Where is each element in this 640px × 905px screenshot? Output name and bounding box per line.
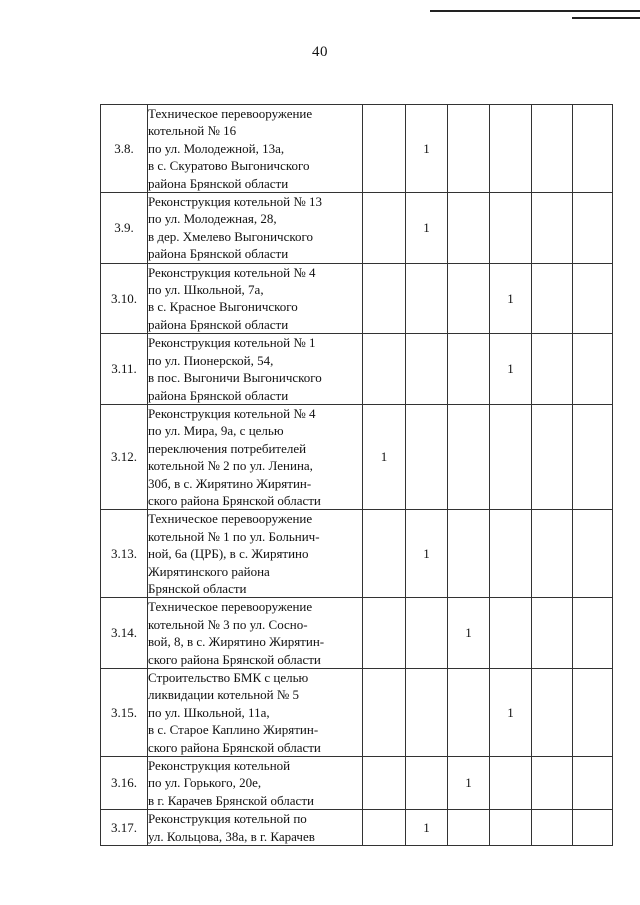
year-mark-cell — [406, 757, 448, 810]
description-line: ул. Кольцова, 38а, в г. Карачев — [148, 828, 315, 844]
row-number: 3.15. — [101, 669, 148, 757]
description-line: района Брянской области — [148, 175, 289, 191]
row-number: 3.14. — [101, 598, 148, 669]
year-mark-cell — [573, 105, 613, 193]
table-row — [101, 404, 613, 509]
year-mark-cell — [573, 510, 613, 598]
year-mark-cell — [490, 193, 532, 264]
year-mark-cell — [406, 263, 448, 334]
year-mark-cell — [573, 193, 613, 264]
description-line: по ул. Школьной, 7а, — [148, 282, 264, 298]
year-mark-cell — [532, 334, 573, 405]
description-line: котельной № 2 по ул. Ленина, — [148, 458, 313, 474]
description-line: района Брянской области — [148, 316, 289, 332]
year-mark-cell: 1 — [363, 404, 406, 509]
year-mark-cell: 1 — [406, 510, 448, 598]
description-line: Реконструкция котельной № 4 — [148, 405, 316, 421]
year-mark-cell: 1 — [490, 334, 532, 405]
measure-description — [148, 193, 363, 264]
page-number: 40 — [312, 44, 328, 60]
description-line: ной, 6а (ЦРБ), в с. Жирятино — [148, 546, 309, 562]
row-number: 3.12. — [101, 404, 148, 509]
year-mark-cell — [532, 193, 573, 264]
description-line: в г. Карачев Брянской области — [148, 792, 314, 808]
description-line: по ул. Горького, 20е, — [148, 775, 262, 791]
year-mark-cell — [406, 598, 448, 669]
description-line: в с. Скуратово Выгоничского — [148, 158, 310, 174]
description-line: котельной № 3 по ул. Сосно- — [148, 616, 308, 632]
year-mark-cell — [363, 598, 406, 669]
table-row — [101, 263, 613, 334]
description-line: района Брянской области — [148, 387, 289, 403]
year-mark-cell — [363, 193, 406, 264]
measure-description — [148, 510, 363, 598]
measure-description — [148, 334, 363, 405]
year-mark-cell — [363, 334, 406, 405]
description-line: Реконструкция котельной № 13 — [148, 194, 323, 210]
measures-table — [100, 104, 613, 846]
table-row — [101, 105, 613, 193]
table-row — [101, 598, 613, 669]
description-line: котельной № 1 по ул. Больнич- — [148, 528, 320, 544]
row-number: 3.13. — [101, 510, 148, 598]
description-line: в с. Старое Каплино Жирятин- — [148, 722, 319, 738]
measure-description — [148, 598, 363, 669]
measure-description — [148, 105, 363, 193]
year-mark-cell: 1 — [406, 193, 448, 264]
description-line: по ул. Молодежная, 28, — [148, 211, 277, 227]
year-mark-cell — [532, 810, 573, 846]
description-line: Техническое перевооружение — [148, 511, 313, 527]
year-mark-cell — [532, 598, 573, 669]
description-line: Реконструкция котельной № 1 — [148, 335, 316, 351]
year-mark-cell — [363, 669, 406, 757]
row-number: 3.9. — [101, 193, 148, 264]
year-mark-cell — [448, 404, 490, 509]
year-mark-cell — [532, 757, 573, 810]
description-line: Реконструкция котельной по — [148, 811, 307, 827]
year-mark-cell — [448, 334, 490, 405]
description-line: Жирятинского района — [148, 563, 270, 579]
table-row — [101, 510, 613, 598]
description-line: Техническое перевооружение — [148, 106, 313, 121]
table-row — [101, 810, 613, 846]
year-mark-cell — [532, 105, 573, 193]
year-mark-cell: 1 — [448, 598, 490, 669]
year-mark-cell: 1 — [406, 105, 448, 193]
row-number: 3.10. — [101, 263, 148, 334]
year-mark-cell — [363, 263, 406, 334]
row-number: 3.16. — [101, 757, 148, 810]
year-mark-cell — [532, 263, 573, 334]
year-mark-cell — [448, 263, 490, 334]
header-rule — [430, 10, 640, 12]
year-mark-cell — [573, 757, 613, 810]
year-mark-cell — [573, 598, 613, 669]
year-mark-cell — [406, 669, 448, 757]
year-mark-cell — [363, 810, 406, 846]
year-mark-cell — [573, 810, 613, 846]
measure-description — [148, 810, 363, 846]
description-line: ликвидации котельной № 5 — [148, 687, 300, 703]
year-mark-cell — [448, 193, 490, 264]
year-mark-cell — [448, 510, 490, 598]
description-line: Реконструкция котельной — [148, 758, 291, 774]
description-line: переключения потребителей — [148, 440, 307, 456]
measure-description — [148, 757, 363, 810]
description-line: по ул. Школьной, 11а, — [148, 704, 270, 720]
year-mark-cell: 1 — [448, 757, 490, 810]
description-line: котельной № 16 — [148, 123, 237, 139]
description-line: в пос. Выгоничи Выгоничского — [148, 370, 322, 386]
description-line: ского района Брянской области — [148, 651, 321, 667]
year-mark-cell — [490, 105, 532, 193]
year-mark-cell — [532, 669, 573, 757]
year-mark-cell — [490, 598, 532, 669]
year-mark-cell — [573, 334, 613, 405]
description-line: Строительство БМК с целью — [148, 670, 309, 685]
row-number: 3.8. — [101, 105, 148, 193]
year-mark-cell — [490, 404, 532, 509]
year-mark-cell — [573, 669, 613, 757]
year-mark-cell — [448, 105, 490, 193]
table-row — [101, 669, 613, 757]
year-mark-cell — [490, 810, 532, 846]
description-line: в дер. Хмелево Выгоничского — [148, 228, 314, 244]
description-line: по ул. Мира, 9а, с целью — [148, 423, 284, 439]
year-mark-cell — [448, 669, 490, 757]
description-line: ского района Брянской области — [148, 492, 321, 508]
year-mark-cell — [448, 810, 490, 846]
year-mark-cell — [532, 404, 573, 509]
description-line: Техническое перевооружение — [148, 599, 313, 615]
description-line: в с. Красное Выгоничского — [148, 299, 298, 315]
description-line: ского района Брянской области — [148, 739, 321, 755]
measure-description — [148, 669, 363, 757]
year-mark-cell — [406, 404, 448, 509]
measure-description — [148, 263, 363, 334]
year-mark-cell: 1 — [490, 263, 532, 334]
table-row — [101, 193, 613, 264]
year-mark-cell — [573, 263, 613, 334]
description-line: района Брянской области — [148, 246, 289, 262]
description-line: вой, 8, в с. Жирятино Жирятин- — [148, 634, 325, 650]
year-mark-cell — [532, 510, 573, 598]
table-row — [101, 334, 613, 405]
description-line: Реконструкция котельной № 4 — [148, 264, 316, 280]
year-mark-cell: 1 — [406, 810, 448, 846]
year-mark-cell: 1 — [490, 669, 532, 757]
table-row — [101, 757, 613, 810]
year-mark-cell — [363, 105, 406, 193]
year-mark-cell — [363, 510, 406, 598]
description-line: 30б, в с. Жирятино Жирятин- — [148, 475, 312, 491]
description-line: Брянской области — [148, 580, 247, 596]
year-mark-cell — [573, 404, 613, 509]
year-mark-cell — [363, 757, 406, 810]
header-rule-short — [572, 17, 640, 19]
row-number: 3.11. — [101, 334, 148, 405]
year-mark-cell — [406, 334, 448, 405]
description-line: по ул. Пионерской, 54, — [148, 352, 274, 368]
year-mark-cell — [490, 757, 532, 810]
description-line: по ул. Молодежной, 13а, — [148, 140, 285, 156]
measure-description — [148, 404, 363, 509]
row-number: 3.17. — [101, 810, 148, 846]
year-mark-cell — [490, 510, 532, 598]
